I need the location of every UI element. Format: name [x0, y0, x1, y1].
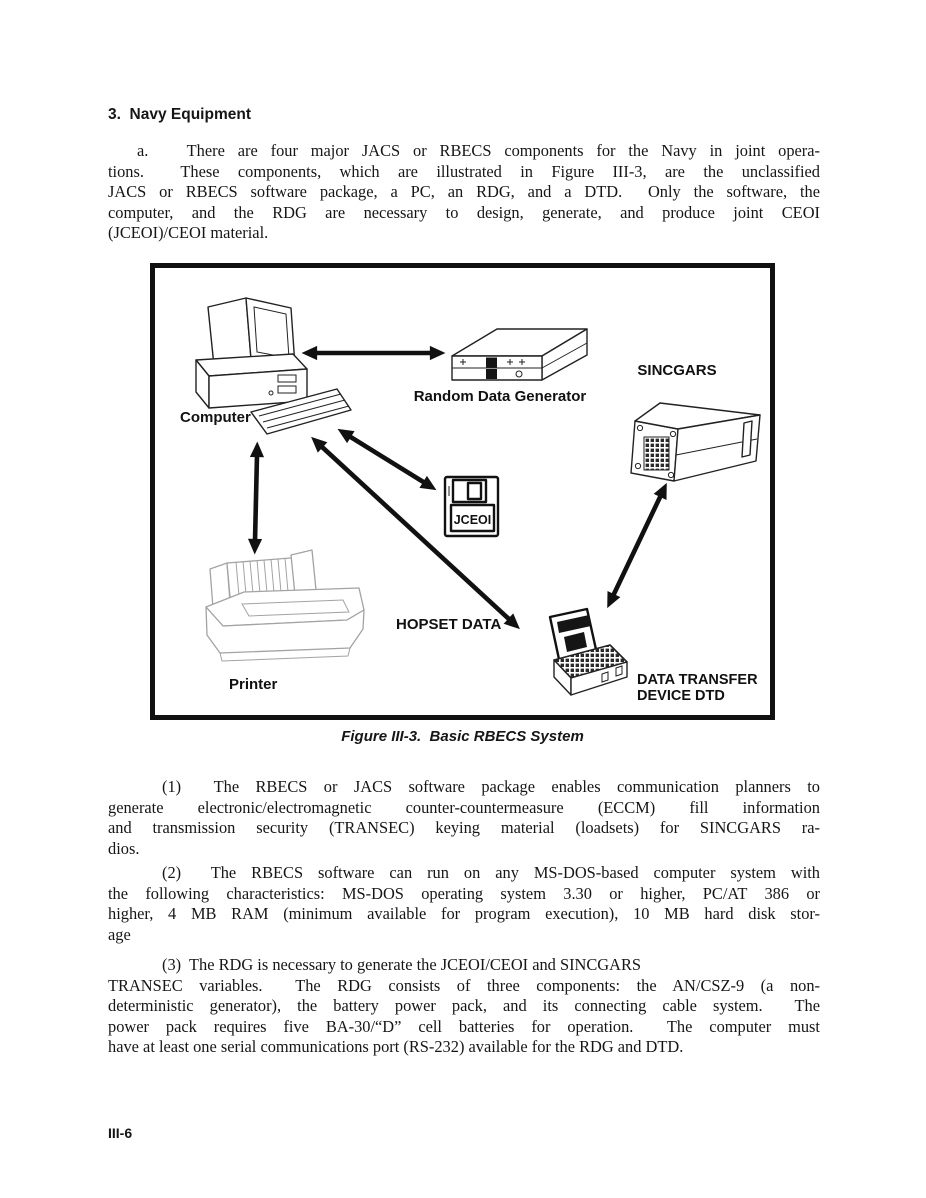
arrow-computer-printer	[255, 455, 257, 541]
text-line: higher, 4 MB RAM (minimum available for program execution), 10 MB hard disk stor-	[108, 904, 820, 923]
figure-caption: Figure III-3. Basic RBECS System	[341, 728, 584, 745]
dtd-label-line1: DATA TRANSFER	[637, 672, 758, 688]
printer-label: Printer	[229, 676, 278, 693]
text-line: TRANSEC variables. The RDG consists of three components: the AN/CSZ-9 (a non-	[108, 975, 820, 995]
dtd-label-line2: DEVICE DTD	[637, 688, 725, 704]
page-number: III-6	[108, 1125, 133, 1141]
text-line: (JCEOI)/CEOI material.	[108, 223, 269, 242]
paragraph-1	[108, 777, 820, 859]
rbecs-diagram	[150, 263, 775, 720]
text-line: and transmission security (TRANSEC) keying material (loadsets) for SINCGARS ra-	[108, 818, 820, 837]
text-line: computer, and the RDG are necessary to design, generate, and produce joint CEOI	[108, 202, 820, 222]
text-line: (2) The RBECS software can run on any MS-DOS-based computer system with	[162, 863, 820, 882]
figure-rbecs-system	[150, 263, 775, 720]
text-line: generate electronic/electromagnetic counter-countermeasure (ECCM) fill information	[108, 797, 820, 817]
text-line: JACS or RBECS software package, a PC, an RDG, and a DTD. Only the software, the	[108, 182, 820, 201]
paragraph-a	[108, 141, 820, 244]
computer-label: Computer	[180, 409, 251, 426]
paragraph-2	[108, 863, 820, 945]
text-line: the following characteristics: MS-DOS operating system 3.30 or higher, PC/AT 386 or	[108, 883, 820, 903]
text-line: (1) The RBECS or JACS software package enables communication planners to	[162, 777, 820, 796]
hopset-data-label: HOPSET DATA	[396, 616, 502, 633]
section-heading: 3. Navy Equipment	[108, 106, 251, 123]
text-line: a. There are four major JACS or RBECS components for the Navy in joint opera-	[137, 141, 820, 160]
text-line: tions. These components, which are illustrated in Figure III-3, are the unclassified	[108, 161, 820, 181]
text-line: dios.	[108, 838, 140, 858]
text-line: (3) The RDG is necessary to generate the JCEOI/CEOI and SINCGARS	[162, 955, 642, 974]
paragraph-3	[108, 955, 820, 1058]
text-line: age	[108, 924, 131, 944]
floppy-disk-illustration	[445, 477, 498, 536]
text-line: have at least one serial communications port (RS-232) available for the RDG and DTD.	[108, 1037, 684, 1056]
text-line: deterministic generator), the battery power pack, and its connecting cable system. The	[108, 996, 820, 1015]
rdg-label: Random Data Generator	[413, 388, 587, 405]
jceoi-label: JCEOI	[453, 513, 492, 527]
text-line: power pack requires five BA-30/“D” cell batteries for operation. The computer must	[108, 1016, 820, 1036]
sincgars-label: SINCGARS	[637, 362, 717, 379]
